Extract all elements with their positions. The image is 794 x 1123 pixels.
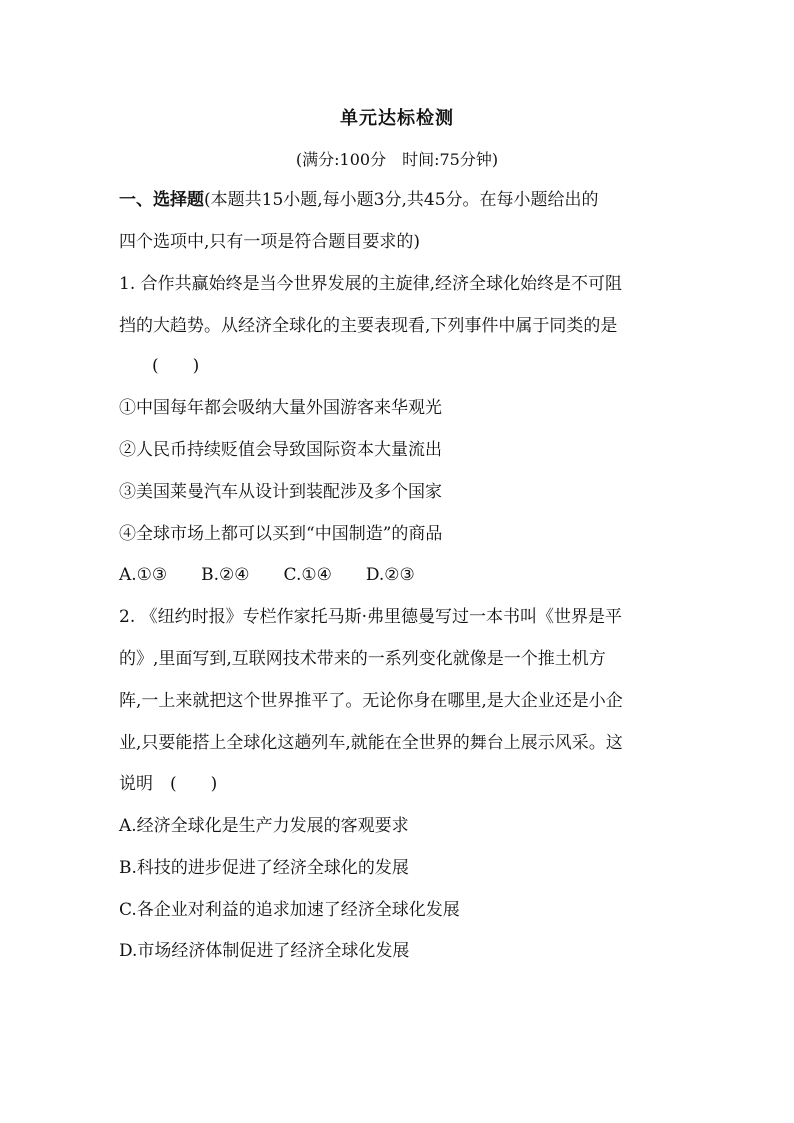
question-1-item-1: ①中国每年都会吸纳大量外国游客来华观光 <box>119 398 442 418</box>
question-1-item-2: ②人民币持续贬值会导致国际资本大量流出 <box>119 440 442 460</box>
page-subtitle: (满分:100分 时间:75分钟) <box>295 150 499 169</box>
question-1-answer-paren: ( ) <box>152 356 200 376</box>
section-instruction-cont: 四个选项中,只有一项是符合题目要求的) <box>119 232 421 252</box>
question-2-line-3: 阵,一上来就把这个世界推平了。无论你身在哪里,是大企业还是小企 <box>119 691 623 711</box>
section-heading: 一、选择题 <box>119 190 204 210</box>
question-1-line-1: 1. 合作共赢始终是当今世界发展的主旋律,经济全球化始终是不可阻 <box>119 274 623 294</box>
question-1-item-3: ③美国莱曼汽车从设计到装配涉及多个国家 <box>119 482 442 502</box>
question-2-option-a: A.经济全球化是生产力发展的客观要求 <box>119 816 409 836</box>
section-heading-line <box>119 189 599 211</box>
question-1-item-4: ④全球市场上都可以买到“中国制造”的商品 <box>119 524 443 544</box>
question-2-line-2: 的》,里面写到,互联网技术带来的一系列变化就像是一个推土机方 <box>119 649 606 669</box>
question-2-line-4: 业,只要能搭上全球化这趟列车,就能在全世界的舞台上展示风采。这 <box>119 733 623 753</box>
question-2-line-1: 2. 《纽约时报》专栏作家托马斯·弗里德曼写过一本书叫《世界是平 <box>119 607 623 627</box>
question-2-option-d: D.市场经济体制促进了经济全球化发展 <box>119 941 410 961</box>
question-1-choices: A.①③ B.②④ C.①④ D.②③ <box>119 565 415 585</box>
page-title: 单元达标检测 <box>340 108 454 129</box>
question-1-line-2: 挡的大趋势。从经济全球化的主要表现看,下列事件中属于同类的是 <box>119 316 618 336</box>
question-2-option-b: B.科技的进步促进了经济全球化的发展 <box>119 858 409 878</box>
question-2-line-5: 说明 ( ) <box>119 774 218 794</box>
question-2-option-c: C.各企业对利益的追求加速了经济全球化发展 <box>119 900 460 920</box>
section-instruction: (本题共15小题,每小题3分,共45分。在每小题给出的 <box>204 190 599 210</box>
